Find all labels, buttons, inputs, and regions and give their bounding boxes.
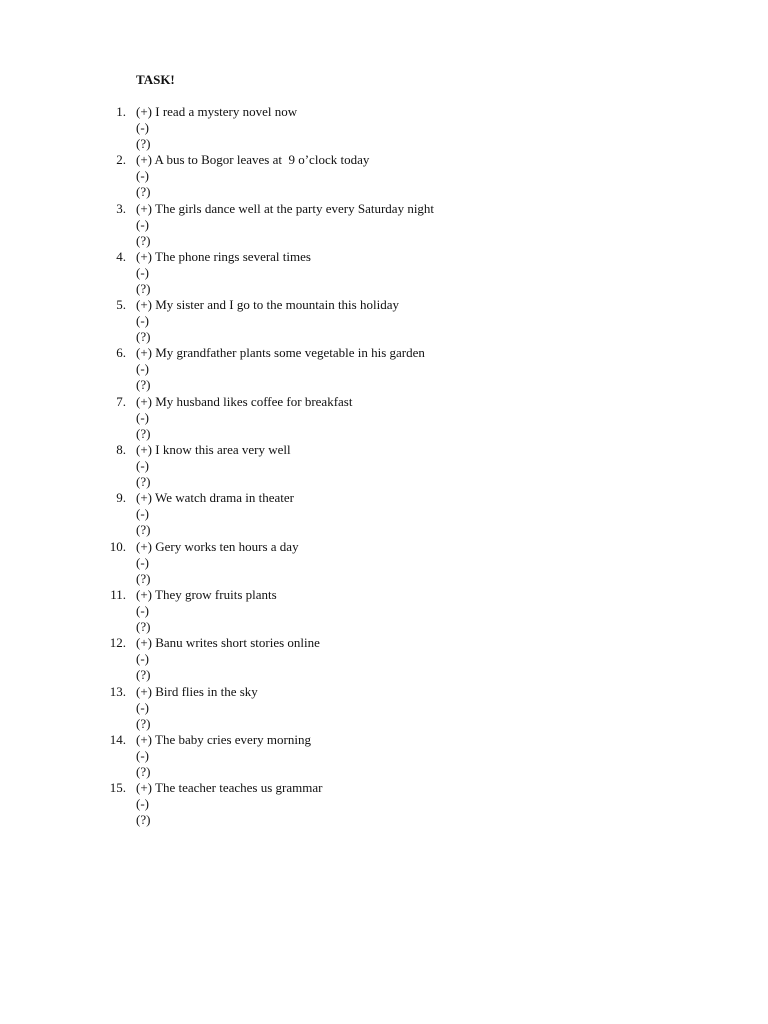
item-number: 3.	[116, 200, 126, 216]
question-prompt: (?)	[136, 474, 151, 490]
item-number: 4.	[116, 248, 126, 264]
list-item	[0, 152, 768, 200]
question-prompt: (?)	[136, 280, 151, 296]
positive-sentence: (+) The phone rings several times	[136, 248, 311, 264]
negative-prompt: (-)	[136, 409, 149, 425]
positive-sentence: (+) My grandfather plants some vegetable in his garden	[136, 345, 425, 361]
negative-prompt: (-)	[136, 168, 149, 184]
page-title: TASK!	[136, 72, 175, 87]
positive-sentence: (+) We watch drama in theater	[136, 490, 294, 506]
list-item	[0, 780, 768, 828]
negative-prompt: (-)	[136, 796, 149, 812]
positive-sentence: (+) The girls dance well at the party every Saturday night	[136, 200, 435, 216]
item-number: 12.	[109, 635, 126, 651]
question-prompt: (?)	[136, 522, 151, 538]
list-item	[0, 539, 768, 587]
question-prompt: (?)	[136, 377, 151, 393]
list-item	[0, 635, 768, 683]
question-prompt: (?)	[136, 763, 151, 779]
question-prompt: (?)	[136, 136, 151, 151]
item-number: 1.	[116, 104, 126, 119]
negative-prompt: (-)	[136, 747, 149, 763]
positive-sentence: (+) Banu writes short stories online	[136, 635, 320, 651]
positive-sentence: (+) They grow fruits plants	[136, 586, 277, 602]
negative-prompt: (-)	[136, 361, 149, 377]
negative-prompt: (-)	[136, 264, 149, 280]
negative-prompt: (-)	[136, 313, 149, 329]
negative-prompt: (-)	[136, 458, 149, 474]
item-number: 7.	[116, 393, 126, 409]
list-item	[0, 732, 768, 780]
positive-sentence: (+) My husband likes coffee for breakfast	[136, 393, 353, 409]
list-item	[0, 345, 768, 393]
list-item	[0, 201, 768, 249]
negative-prompt: (-)	[136, 602, 149, 618]
negative-prompt: (-)	[136, 554, 149, 570]
item-number: 15.	[109, 780, 126, 796]
negative-prompt: (-)	[136, 699, 149, 715]
question-prompt: (?)	[136, 184, 151, 200]
list-item	[0, 249, 768, 297]
item-number: 8.	[116, 442, 126, 458]
question-prompt: (?)	[136, 715, 151, 731]
exercise-list	[0, 104, 768, 828]
question-prompt: (?)	[136, 570, 151, 586]
list-item	[0, 490, 768, 538]
item-number: 14.	[109, 731, 126, 747]
positive-sentence: (+) My sister and I go to the mountain this holiday	[136, 297, 399, 313]
positive-sentence: (+) A bus to Bogor leaves at 9 o’clock today	[136, 152, 370, 168]
item-number: 5.	[116, 297, 126, 313]
list-item	[0, 684, 768, 732]
list-item	[0, 394, 768, 442]
list-item	[0, 442, 768, 490]
positive-sentence: (+) The teacher teaches us grammar	[136, 780, 323, 796]
item-number: 13.	[109, 683, 126, 699]
list-item	[0, 104, 768, 152]
question-prompt: (?)	[136, 329, 151, 345]
positive-sentence: (+) Bird flies in the sky	[136, 683, 258, 699]
item-number: 10.	[109, 538, 126, 554]
item-number: 2.	[116, 152, 126, 168]
question-prompt: (?)	[136, 667, 151, 683]
question-prompt: (?)	[136, 812, 151, 828]
negative-prompt: (-)	[136, 216, 149, 232]
item-number: 11.	[110, 586, 126, 602]
negative-prompt: (-)	[136, 651, 149, 667]
list-item	[0, 587, 768, 635]
question-prompt: (?)	[136, 425, 151, 441]
positive-sentence: (+) The baby cries every morning	[136, 731, 311, 747]
question-prompt: (?)	[136, 618, 151, 634]
question-prompt: (?)	[136, 232, 151, 248]
list-item	[0, 297, 768, 345]
positive-sentence: (+) I know this area very well	[136, 442, 291, 458]
positive-sentence: (+) I read a mystery novel now	[136, 104, 298, 119]
negative-prompt: (-)	[136, 120, 149, 135]
item-number: 9.	[116, 490, 126, 506]
positive-sentence: (+) Gery works ten hours a day	[136, 538, 299, 554]
item-number: 6.	[116, 345, 126, 361]
negative-prompt: (-)	[136, 506, 149, 522]
